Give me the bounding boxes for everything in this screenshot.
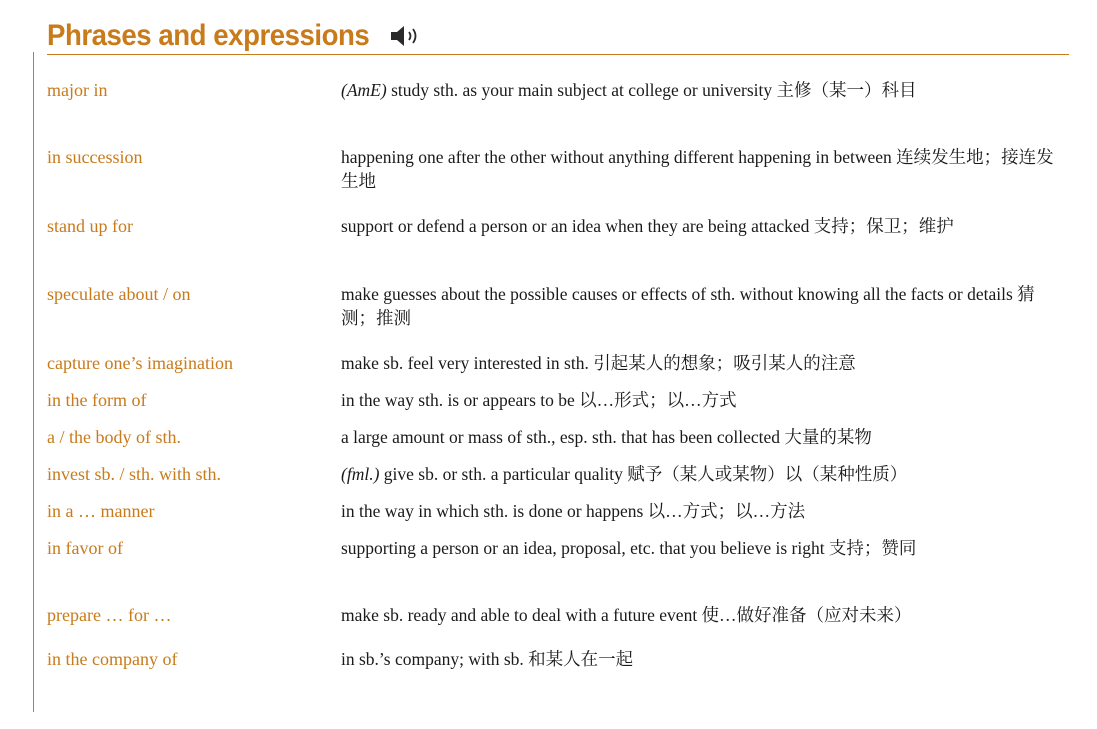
phrase-definition <box>341 351 1067 375</box>
phrase-term: in a … manner <box>47 501 155 521</box>
phrase-term: major in <box>47 80 108 100</box>
list-item <box>47 78 1067 145</box>
phrase-term: a / the body of sth. <box>47 427 181 447</box>
phrase-term: in the company of <box>47 649 178 669</box>
phrase-term: in the form of <box>47 390 147 410</box>
definition-text: in sb.’s company; with sb. 和某人在一起 <box>341 649 634 669</box>
phrase-definition <box>341 425 1067 449</box>
phrase-definition <box>341 78 1067 102</box>
phrase-definition <box>341 388 1067 412</box>
list-item <box>47 282 1067 351</box>
definition-text: study sth. as your main subject at college or university 主修（某一）科目 <box>386 80 917 100</box>
list-item <box>47 603 1067 647</box>
audio-play-button[interactable] <box>389 24 431 48</box>
definition-text: give sb. or sth. a particular quality 赋予（某人或某物）以（某种性质） <box>379 464 908 484</box>
phrase-term: capture one’s imagination <box>47 353 233 373</box>
phrase-term: in succession <box>47 147 143 167</box>
list-item <box>47 351 1067 388</box>
section-title: Phrases and expressions <box>47 19 370 52</box>
phrase-definition <box>341 462 1067 486</box>
phrase-definition <box>341 499 1067 523</box>
phrase-definition <box>341 282 1067 330</box>
list-item <box>47 145 1067 214</box>
definition-text: make sb. feel very interested in sth. 引起某人的想象；吸引某人的注意 <box>341 353 856 373</box>
phrase-term: in favor of <box>47 538 123 558</box>
phrase-definition <box>341 647 1067 671</box>
definition-text: a large amount or mass of sth., esp. sth. that has been collected 大量的某物 <box>341 427 872 447</box>
definition-text: supporting a person or an idea, proposal, etc. that you believe is right 支持；赞同 <box>341 538 917 558</box>
phrase-list <box>47 78 1067 684</box>
phrase-definition <box>341 145 1067 193</box>
list-item <box>47 647 1067 684</box>
speaker-icon <box>389 25 427 47</box>
list-item <box>47 388 1067 425</box>
list-item <box>47 499 1067 536</box>
list-item <box>47 425 1067 462</box>
definition-text: make guesses about the possible causes or effects of sth. without knowing all the facts or details 猜测；推测 <box>341 284 1035 328</box>
phrase-term: speculate about / on <box>47 284 191 304</box>
phrase-definition <box>341 214 1067 238</box>
definition-text: in the way in which sth. is done or happens 以…方式；以…方法 <box>341 501 806 521</box>
phrase-definition <box>341 536 1067 560</box>
usage-label: (fml.) <box>341 464 380 484</box>
list-item <box>47 214 1067 282</box>
definition-text: in the way sth. is or appears to be 以…形式；以…方式 <box>341 390 737 410</box>
phrase-term: stand up for <box>47 216 133 236</box>
phrase-term: prepare … for … <box>47 605 172 625</box>
definition-text: happening one after the other without anything different happening in between 连续发生地；接连发生地 <box>341 147 1054 191</box>
left-margin-rule <box>33 52 34 712</box>
phrase-term: invest sb. / sth. with sth. <box>47 464 222 484</box>
definition-text: make sb. ready and able to deal with a future event 使…做好准备（应对未来） <box>341 605 912 625</box>
section-header <box>47 18 1069 55</box>
definition-text: support or defend a person or an idea when they are being attacked 支持；保卫；维护 <box>341 216 954 236</box>
list-item <box>47 462 1067 499</box>
list-item <box>47 536 1067 603</box>
usage-label: (AmE) <box>341 80 387 100</box>
phrase-definition <box>341 603 1067 627</box>
